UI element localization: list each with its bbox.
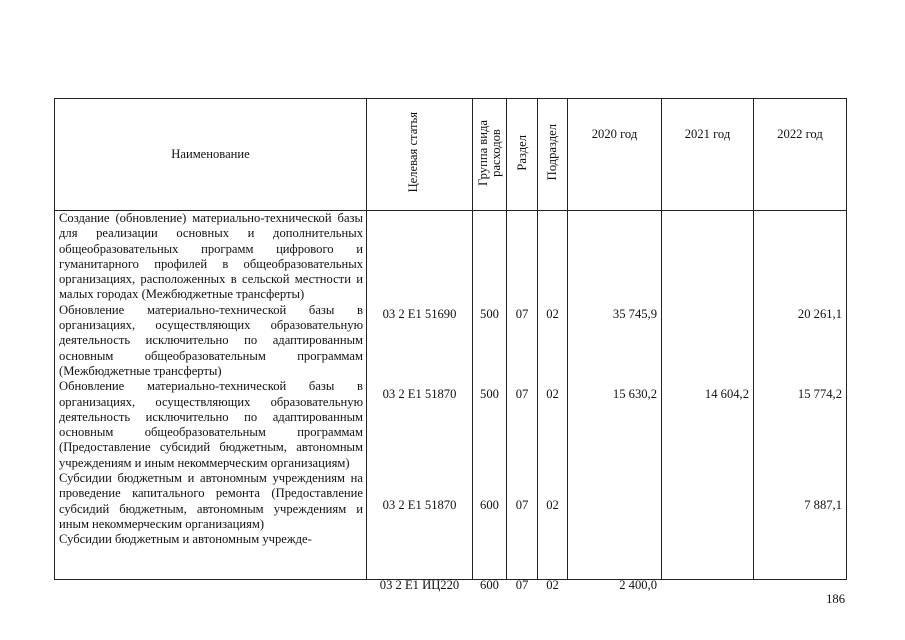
amount-2022: 20 261,1 — [797, 307, 842, 321]
section-code: 07 — [515, 578, 529, 592]
group-column — [473, 211, 507, 592]
table-header-row — [55, 99, 847, 211]
names-column — [55, 211, 367, 580]
header-name: Наименование — [55, 99, 367, 211]
page-number: 186 — [826, 592, 845, 606]
subsection-code: 02 — [546, 387, 559, 401]
row-name: Субсидии бюджетным и автономным учрежде- — [59, 532, 312, 547]
target-code: 03 2 E1 51870 — [382, 387, 457, 401]
section-code: 07 — [515, 387, 529, 401]
row-name: Создание (обновление) материально-технической базы для реализации основных и дополнительных общеобразовательных программ цифрового и гуманитарного профилей в общеобразовательных организациях, расположенных в сельской местности и малых городах (Межбюджетные трансферты) — [59, 211, 363, 302]
group-code: 600 — [480, 578, 499, 592]
row-name: Обновление материально-технической базы в организациях, осуществляющих образовательную деятельность исключительно по адаптированным основным общеобразовательным программам (Предоставление субсидий бюджетным, автономным учреждениям и иным некоммерческим организациям) — [59, 379, 363, 470]
table-body-row — [55, 211, 847, 580]
subsection-code: 02 — [546, 578, 559, 592]
amount-2021: 14 604,2 — [704, 387, 749, 401]
row-name: Субсидии бюджетным и автономным учреждениям на проведение капитального ремонта (Предоставление субсидий бюджетным, автономным учреждениям и иным некоммерческим организациям) — [59, 471, 363, 531]
subsection-column — [538, 211, 568, 592]
amount-2020: 15 630,2 — [612, 387, 657, 401]
group-code: 500 — [480, 307, 499, 321]
header-year-2021: 2021 год — [662, 99, 754, 211]
target-code: 03 2 E1 ИЦ220 — [379, 578, 460, 592]
target-code: 03 2 E1 51690 — [382, 307, 457, 321]
header-year-2022: 2022 год — [754, 99, 847, 211]
header-year-2020: 2020 год — [568, 99, 662, 211]
group-code: 600 — [480, 498, 499, 512]
subsection-code: 02 — [546, 498, 559, 512]
header-target: Целевая статья — [367, 99, 473, 211]
target-code: 03 2 E1 51870 — [382, 498, 457, 512]
budget-table — [54, 98, 847, 592]
target-column — [367, 211, 473, 592]
amount-2020: 2 400,0 — [619, 578, 657, 592]
section-column — [507, 211, 538, 592]
header-section: Раздел — [507, 99, 538, 211]
year-2021-column — [662, 211, 754, 580]
subsection-code: 02 — [546, 307, 559, 321]
header-expense-group: Группа вида расходов — [473, 99, 507, 211]
row-name: Обновление материально-технической базы в организациях, осуществляющих образовательную деятельность исключительно по адаптированным основным общеобразовательным программам (Межбюджетные трансферты) — [59, 302, 363, 378]
year-2022-column — [754, 211, 847, 580]
header-subsection: Подраздел — [538, 99, 568, 211]
amount-2020: 35 745,9 — [612, 307, 657, 321]
section-code: 07 — [515, 498, 529, 512]
section-code: 07 — [515, 307, 529, 321]
amount-2022: 7 887,1 — [804, 498, 842, 512]
year-2020-column — [568, 211, 662, 592]
amount-2022: 15 774,2 — [797, 387, 842, 401]
group-code: 500 — [480, 387, 499, 401]
